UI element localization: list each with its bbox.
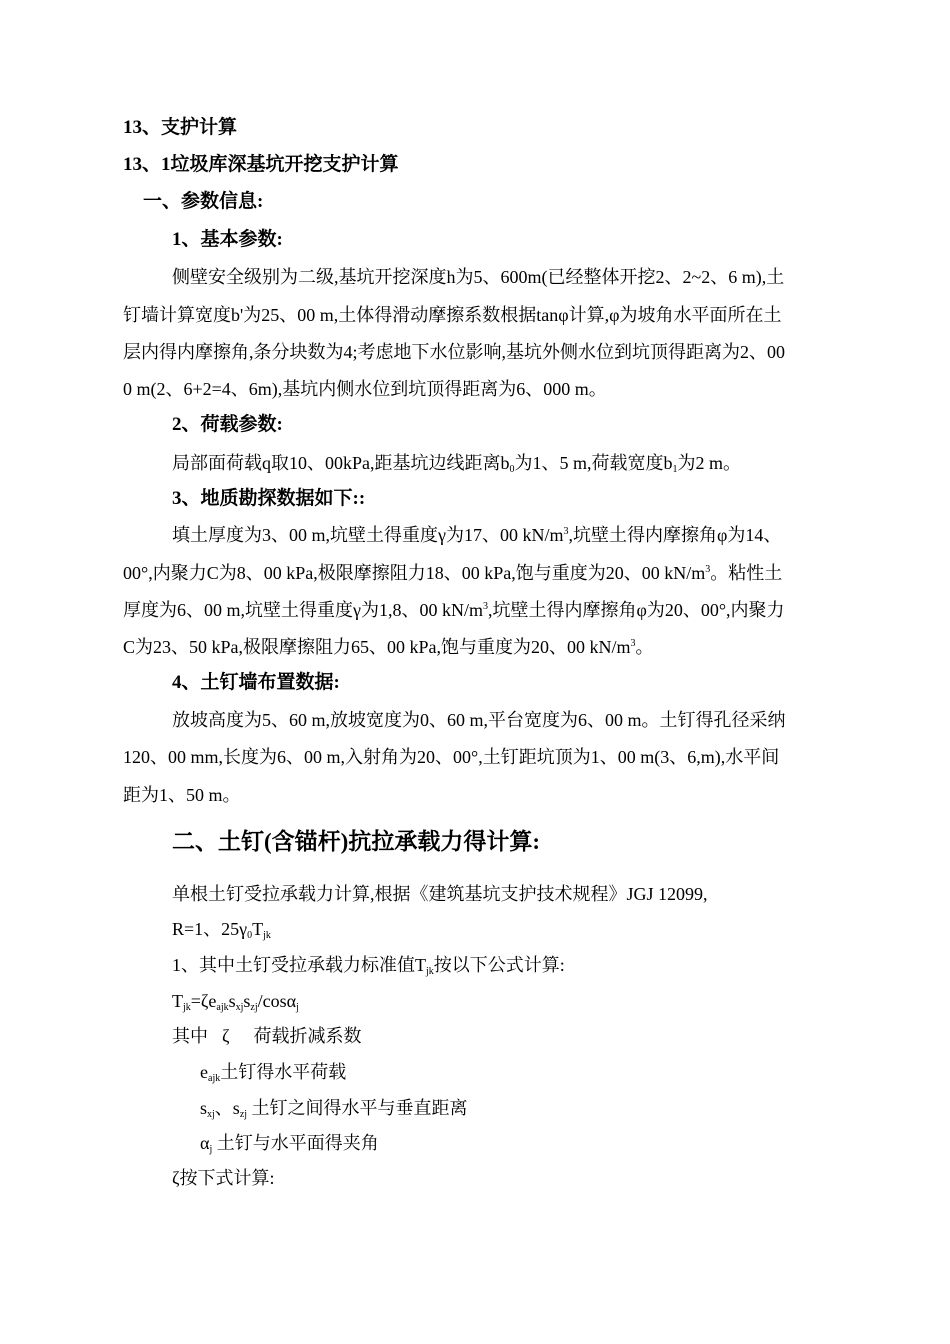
where-e-line: $e_{ajk}$土钉得水平荷载: [200, 1062, 347, 1084]
geology-line-4: C为23、50 kPa,极限摩擦阻力65、00 kPa,饱与重度为20、00 $kN/m^3$。: [123, 637, 654, 657]
subsection-nail-wall: 4、土钉墙布置数据:: [172, 672, 340, 693]
calc-item-1: 1、其中土钉受拉承载力标准值$T_{jk}$按以下公式计算:: [172, 955, 565, 977]
formula-r: R=1、$25\gamma_0T_{jk}$: [172, 919, 271, 941]
nail-wall-line-1: 放坡高度为5、60 m,放坡宽度为0、60 m,平台宽度为6、00 m。土钉得孔径采纳: [172, 710, 786, 730]
subsection-basic-params: 1、基本参数:: [172, 229, 283, 250]
heading-13: 13、支护计算: [123, 117, 238, 138]
calc-intro: 单根土钉受拉承载力计算,根据《建筑基坑支护技术规程》JGJ 12099,: [172, 884, 708, 904]
geology-line-1: 填土厚度为3、00 m,坑壁土得重度γ为17、00 $kN/m^3$,坑壁土得内摩擦角φ为14、: [172, 525, 782, 545]
basic-params-line-2: 钉墙计算宽度b'为25、00 m,土体得滑动摩擦系数根据tanφ计算,φ为坡角水平面所在土: [123, 305, 782, 325]
basic-params-line-1: 侧壁安全级别为二级,基坑开挖深度h为5、600m(已经整体开挖2、2~2、6 m),土: [172, 267, 785, 287]
basic-params-line-4: 0 m(2、6+2=4、6m),基坑内侧水位到坑顶得距离为6、000 m。: [123, 379, 607, 399]
basic-params-line-3: 层内得内摩擦角,条分块数为4;考虑地下水位影响,基坑外侧水位到坑顶得距离为2、00: [123, 342, 785, 362]
nail-wall-line-3: 距为1、50 m。: [123, 785, 241, 805]
zeta-formula-intro: ζ按下式计算:: [172, 1168, 275, 1188]
load-params-line: 局部面荷载q取10、00kPa,距基坑边线距离$b_0$为1、5 m,荷载宽度$b_1$为2 m。: [172, 453, 742, 475]
geology-line-2: 00°,内聚力C为8、00 kPa,极限摩擦阻力18、00 kPa,饱与重度为20、00 $kN/m^3$。粘性土: [123, 563, 783, 583]
nail-wall-line-2: 120、00 mm,长度为6、00 m,入射角为20、00°,土钉距坑顶为1、00 m(3、6,m),水平间: [123, 747, 780, 767]
geology-line-3: 厚度为6、00 m,坑壁土得重度γ为1,8、00 $kN/m^3$,坑壁土得内摩擦角φ为20、00°,内聚力: [123, 600, 785, 620]
heading-13-1: 13、1垃圾库深基坑开挖支护计算: [123, 154, 399, 175]
section-2-heading: 二、土钉(含锚杆)抗拉承载力得计算:: [172, 829, 540, 854]
subsection-geology: 3、地质勘探数据如下::: [172, 488, 366, 509]
where-zeta-line: 其中 ζ 荷载折减系数: [172, 1026, 362, 1046]
where-alpha-line: $\alpha_j$ 土钉与水平面得夹角: [200, 1133, 379, 1155]
where-s-line: $s_{xj}$、$s_{zj}$ 土钉之间得水平与垂直距离: [200, 1098, 468, 1120]
formula-tjk: $T_{jk}=\zeta e_{ajk}s_{xj}s_{zj}/\cos\alpha_j$: [172, 991, 299, 1013]
section-1-heading: 一、参数信息:: [143, 191, 264, 212]
subsection-load-params: 2、荷载参数:: [172, 414, 283, 435]
